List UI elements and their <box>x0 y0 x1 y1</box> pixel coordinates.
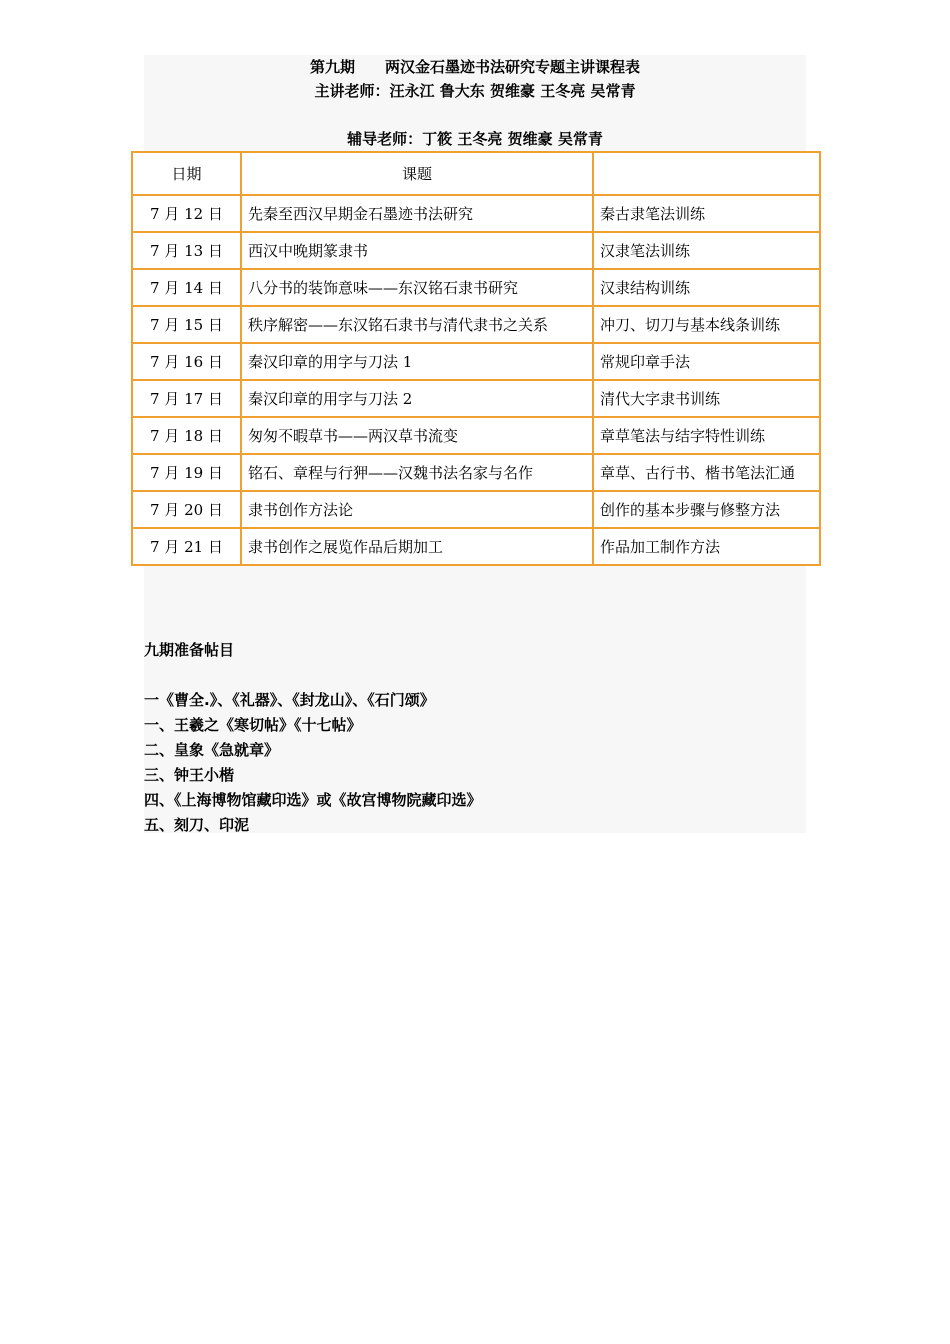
header-topic: 课题 <box>241 152 593 195</box>
row-date: 7 月 21 日 <box>132 528 241 565</box>
prep-item: 一《曹全.》、《礼器》、《封龙山》、《石门颂》 <box>144 691 435 709</box>
row-topic: 隶书创作方法论 <box>241 491 593 528</box>
table-row <box>132 306 820 343</box>
schedule-table <box>131 151 821 566</box>
row-topic: 西汉中晚期篆隶书 <box>241 232 593 269</box>
row-topic: 铭石、章程与行狎——汉魏书法名家与名作 <box>241 454 593 491</box>
row-practice: 章草笔法与结字特性训练 <box>593 417 820 454</box>
row-topic: 先秦至西汉早期金石墨迹书法研究 <box>241 195 593 232</box>
row-date: 7 月 18 日 <box>132 417 241 454</box>
table-row <box>132 232 820 269</box>
row-topic: 八分书的装饰意味——东汉铭石隶书研究 <box>241 269 593 306</box>
row-date: 7 月 13 日 <box>132 232 241 269</box>
row-date: 7 月 15 日 <box>132 306 241 343</box>
prep-item: 三、钟王小楷 <box>144 766 235 784</box>
row-topic: 秦汉印章的用字与刀法 1 <box>241 343 593 380</box>
row-practice: 创作的基本步骤与修整方法 <box>593 491 820 528</box>
table-row <box>132 528 820 565</box>
header-practice <box>593 152 820 195</box>
row-practice: 作品加工制作方法 <box>593 528 820 565</box>
title-block <box>144 55 806 103</box>
row-date: 7 月 12 日 <box>132 195 241 232</box>
row-practice: 章草、古行书、楷书笔法汇通 <box>593 454 820 491</box>
prep-section <box>144 638 806 838</box>
prep-item: 一、王羲之《寒切帖》《十七帖》 <box>144 716 362 734</box>
table-header-row <box>132 152 820 195</box>
row-practice: 秦古隶笔法训练 <box>593 195 820 232</box>
table-row <box>132 417 820 454</box>
header-date: 日期 <box>132 152 241 195</box>
page-title: 第九期 两汉金石墨迹书法研究专题主讲课程表 <box>309 58 640 76</box>
table-row <box>132 195 820 232</box>
row-date: 7 月 17 日 <box>132 380 241 417</box>
row-date: 7 月 20 日 <box>132 491 241 528</box>
row-date: 7 月 14 日 <box>132 269 241 306</box>
prep-heading: 九期准备帖目 <box>144 641 235 659</box>
prep-item: 四、《上海博物馆藏印选》或《故宫博物院藏印选》 <box>144 791 482 809</box>
row-practice: 清代大字隶书训练 <box>593 380 820 417</box>
row-topic: 秦汉印章的用字与刀法 2 <box>241 380 593 417</box>
row-topic: 匆匆不暇草书——两汉草书流变 <box>241 417 593 454</box>
table-row <box>132 343 820 380</box>
prep-item: 二、皇象《急就章》 <box>144 741 280 759</box>
prep-list <box>144 688 806 838</box>
row-date: 7 月 16 日 <box>132 343 241 380</box>
row-topic: 秩序解密——东汉铭石隶书与清代隶书之关系 <box>241 306 593 343</box>
row-practice: 汉隶笔法训练 <box>593 232 820 269</box>
row-date: 7 月 19 日 <box>132 454 241 491</box>
row-practice: 冲刀、切刀与基本线条训练 <box>593 306 820 343</box>
table-row <box>132 491 820 528</box>
row-practice: 汉隶结构训练 <box>593 269 820 306</box>
row-topic: 隶书创作之展览作品后期加工 <box>241 528 593 565</box>
row-practice: 常规印章手法 <box>593 343 820 380</box>
table-row <box>132 269 820 306</box>
prep-item: 五、刻刀、印泥 <box>144 816 250 834</box>
table-row <box>132 380 820 417</box>
table-row <box>132 454 820 491</box>
tutors-line: 辅导老师：丁筱 王冬亮 贺维豪 吴常青 <box>347 130 603 148</box>
lecturers-line: 主讲老师：汪永江 鲁大东 贺维豪 王冬亮 吴常青 <box>314 82 636 100</box>
